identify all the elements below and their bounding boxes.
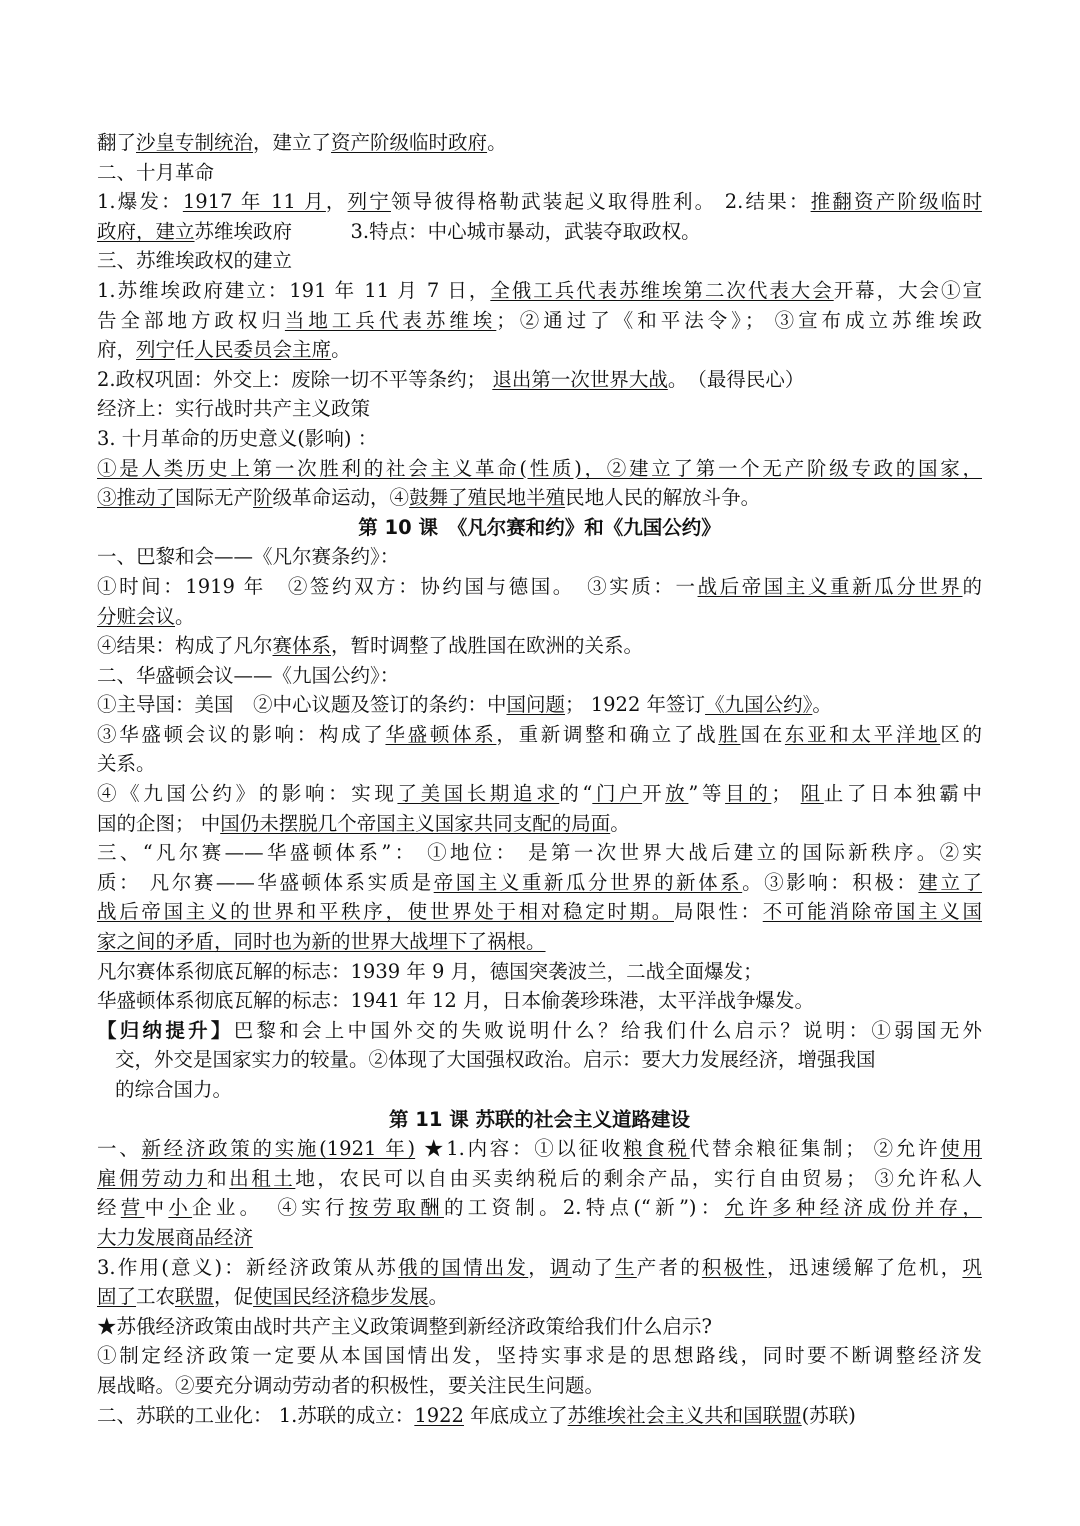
text-segment: 止了日本独霸中 bbox=[823, 782, 982, 806]
text-segment: 关系。 bbox=[97, 752, 156, 776]
underlined-key-term: 小 bbox=[168, 1196, 193, 1220]
text-segment: 苏维埃政府 3.特点：中心城市暴动，武装夺取政权。 bbox=[194, 219, 701, 243]
text-line bbox=[97, 838, 982, 868]
text-segment: 企业。 ④实行 bbox=[192, 1196, 349, 1220]
underlined-key-term: 雇佣劳动力 bbox=[97, 1166, 208, 1190]
text-segment: 二、苏联的工业化： 1.苏联的成立： bbox=[97, 1403, 415, 1427]
underlined-key-term: 营 bbox=[120, 1196, 145, 1220]
text-segment: 二、十月革命 bbox=[97, 160, 215, 184]
text-segment: 一、 bbox=[97, 1137, 142, 1161]
text-line bbox=[97, 1401, 982, 1431]
underlined-key-term: 列宁 bbox=[347, 190, 391, 214]
text-segment: 动了 bbox=[571, 1255, 616, 1279]
text-segment: 任 bbox=[175, 338, 195, 362]
text-segment: 府， bbox=[97, 338, 137, 362]
underlined-key-term: 东亚和太平洋地 bbox=[784, 722, 941, 746]
text-segment: ； 1922 年签订 bbox=[565, 693, 706, 717]
text-segment: 1.爆发： bbox=[97, 190, 183, 214]
text-segment: 和 bbox=[207, 1166, 230, 1190]
underlined-key-term: 胜 bbox=[718, 722, 741, 746]
text-segment: 的综合国力。 bbox=[115, 1078, 233, 1101]
text-line bbox=[97, 1282, 982, 1312]
text-segment: 【归纳提升】 bbox=[97, 1018, 234, 1042]
text-segment: ，迅速缓解了危机， bbox=[767, 1255, 963, 1279]
text-line bbox=[97, 572, 982, 602]
text-segment: 代替余粮征集制； ②允许 bbox=[689, 1137, 941, 1161]
text-line bbox=[97, 246, 982, 276]
text-segment: 局限性： bbox=[673, 900, 763, 924]
text-segment: 级革命运动，④ bbox=[272, 486, 410, 510]
underlined-key-term: 推翻资产阶级临时 bbox=[810, 190, 982, 214]
text-segment: 区的 bbox=[940, 722, 982, 746]
text-line bbox=[97, 868, 982, 898]
text-segment: 的“ bbox=[559, 782, 593, 806]
underlined-key-term: 退出第一次世界大战 bbox=[492, 367, 668, 391]
section-heading bbox=[97, 1105, 982, 1135]
underlined-key-term: 阻 bbox=[800, 782, 824, 806]
underlined-key-term: ③推动了 bbox=[97, 486, 176, 510]
text-segment: 开幕，大会①宣 bbox=[833, 278, 982, 302]
text-segment: 年底成立了 bbox=[463, 1403, 568, 1427]
text-segment: 开 bbox=[642, 782, 666, 806]
text-line bbox=[97, 158, 982, 188]
text-segment: 一、巴黎和会——《凡尔赛条约》： bbox=[97, 545, 400, 569]
text-segment: 。 bbox=[487, 131, 507, 154]
text-segment: ，重新调整和确立了战 bbox=[496, 722, 719, 746]
text-line bbox=[97, 927, 982, 957]
text-segment: 。 bbox=[812, 693, 832, 717]
underlined-key-term: 使用 bbox=[940, 1137, 982, 1161]
text-line bbox=[97, 957, 982, 987]
text-segment: 地，农民可以自由买卖纳税后的剩余产品，实行自由贸易； ③允许私人 bbox=[295, 1166, 982, 1190]
underlined-key-term: 粮食税 bbox=[623, 1137, 690, 1161]
text-line bbox=[97, 749, 982, 779]
underlined-key-term: 帝国主义重新瓜分世界的新体系 bbox=[433, 870, 743, 894]
text-segment: 巴黎和会上中国外交的失败说明什么？给我们什么启示？说明：①弱国无外 bbox=[233, 1018, 982, 1042]
text-line bbox=[97, 1253, 982, 1283]
text-line bbox=[97, 1371, 982, 1401]
text-segment: 国在 bbox=[740, 722, 785, 746]
text-segment: 的 bbox=[962, 574, 982, 598]
text-segment: 工农 bbox=[136, 1285, 176, 1309]
text-segment: ，暂时调整了战胜国在欧洲的关系。 bbox=[331, 634, 644, 658]
text-line bbox=[97, 454, 982, 484]
text-line bbox=[97, 276, 982, 306]
text-segment: ， bbox=[528, 1255, 550, 1279]
underlined-key-term: 调 bbox=[549, 1255, 572, 1279]
text-segment: 翻了 bbox=[97, 131, 137, 154]
text-segment: 3.作用(意义)：新经济政策从苏 bbox=[97, 1255, 398, 1279]
underlined-key-term: 沙皇专制统治 bbox=[136, 131, 254, 154]
text-segment: ★苏俄经济政策由战时共产主义政策调整到新经济政策给我们什么启示? bbox=[97, 1314, 712, 1338]
text-segment: 的工资制。2.特点(“新”)： bbox=[443, 1196, 725, 1220]
text-line bbox=[97, 128, 982, 158]
underlined-key-term: 联盟 bbox=[175, 1285, 215, 1309]
text-segment: ★1.内容：①以征收 bbox=[415, 1137, 624, 1161]
text-segment: 告全部地方政权归 bbox=[97, 308, 285, 332]
text-line bbox=[97, 542, 982, 572]
underlined-key-term: 人民委员会主席 bbox=[194, 338, 332, 362]
text-line bbox=[97, 1223, 982, 1253]
text-segment: 国的企图； 中 bbox=[97, 811, 221, 835]
text-segment: 2.政权巩固：外交上：废除一切不平等条约； bbox=[97, 367, 493, 391]
text-line bbox=[97, 187, 982, 217]
underlined-key-term: 目的 bbox=[725, 782, 772, 806]
section-heading bbox=[97, 513, 982, 543]
underlined-key-term: 建立了 bbox=[918, 870, 982, 894]
text-segment: 。 （最得民心） bbox=[667, 367, 805, 391]
underlined-key-term: 《九国公约》 bbox=[705, 693, 813, 717]
text-segment: 三、苏维埃政权的建立 bbox=[97, 249, 293, 273]
text-segment: ”等 bbox=[688, 782, 726, 806]
text-line bbox=[97, 483, 982, 513]
underlined-key-term: 出租土 bbox=[229, 1166, 296, 1190]
underlined-key-term: 国问题 bbox=[506, 693, 566, 717]
text-segment: ①主导国：美国 ②中心议题及签订的条约：中 bbox=[97, 693, 507, 717]
text-segment: 第 11 课 苏联的社会主义道路建设 bbox=[388, 1107, 690, 1131]
underlined-key-term: 华盛顿体系 bbox=[385, 722, 497, 746]
text-segment: ； bbox=[771, 782, 801, 806]
text-segment: 展战略。②要充分调动劳动者的积极性，要关注民生问题。 bbox=[97, 1373, 605, 1397]
underlined-key-term: 不可能消除帝国主义国 bbox=[762, 900, 982, 924]
text-segment: 产者的 bbox=[636, 1255, 702, 1279]
underlined-key-term: 俄的国情出发 bbox=[397, 1255, 529, 1279]
text-segment: 中 bbox=[144, 1196, 169, 1220]
text-segment: ①制定经济政策一定要从本国国情出发，坚持实事求是的思想路线，同时要不断调整经济发 bbox=[97, 1344, 982, 1368]
underlined-key-term: 放 bbox=[665, 782, 689, 806]
text-segment: 凡尔赛体系彻底瓦解的标志：1939 年 9 月，德国突袭波兰，二战全面爆发； bbox=[97, 959, 763, 983]
underlined-key-term: 按劳取酬 bbox=[348, 1196, 444, 1220]
underlined-key-term: 列宁 bbox=[136, 338, 176, 362]
text-segment: 经济上：实行战时共产主义政策 bbox=[97, 397, 371, 421]
text-segment: ， bbox=[325, 190, 348, 214]
underlined-key-term: 政府，建立 bbox=[97, 219, 195, 243]
text-segment: 质： 凡尔赛——华盛顿体系实质是 bbox=[97, 870, 434, 894]
text-segment: 第 10 课 《凡尔赛和约》和《九国公约》 bbox=[358, 515, 721, 539]
text-line bbox=[97, 602, 982, 632]
document-page bbox=[97, 128, 982, 1430]
text-segment: ③华盛顿会议的影响：构成了 bbox=[97, 722, 386, 746]
underlined-key-term: 战后帝国主义的世界和平秩序，使世界处于相对稳定时期。 bbox=[97, 900, 674, 924]
text-line bbox=[97, 1045, 982, 1075]
underlined-key-term: 门户 bbox=[592, 782, 643, 806]
text-segment: ；②通过了《和平法令》； ③宣布成立苏维埃政 bbox=[496, 308, 982, 332]
underlined-key-term: 允许多种经济成份并存， bbox=[724, 1196, 982, 1220]
text-line bbox=[97, 631, 982, 661]
text-line bbox=[97, 1164, 982, 1194]
underlined-key-term: 当地工兵代表苏维埃 bbox=[284, 308, 497, 332]
underlined-key-term: 1922 bbox=[414, 1403, 464, 1427]
text-segment: 国际无产 bbox=[175, 486, 254, 510]
text-line bbox=[97, 335, 982, 365]
text-line bbox=[97, 986, 982, 1016]
text-line bbox=[97, 424, 982, 454]
text-line bbox=[97, 720, 982, 750]
text-line bbox=[97, 1016, 982, 1046]
text-line bbox=[97, 306, 982, 336]
underlined-key-term: 赛体系 bbox=[272, 634, 332, 658]
underlined-key-term: 家之间的矛盾，同时也为新的世界大战埋下了祸根。 bbox=[97, 930, 546, 954]
text-line bbox=[97, 1134, 982, 1164]
underlined-key-term: 鼓舞了殖民地半殖 bbox=[409, 486, 566, 510]
underlined-key-term: 战后帝国主义重新瓜分世界 bbox=[697, 574, 963, 598]
text-line bbox=[97, 1075, 982, 1105]
underlined-key-term: 使国民经济稳步发展 bbox=[253, 1285, 429, 1309]
text-line bbox=[97, 897, 982, 927]
text-segment: (苏联) bbox=[801, 1403, 856, 1427]
text-line bbox=[97, 217, 982, 247]
underlined-key-term: 1917 年 11 月 bbox=[182, 190, 326, 214]
text-segment: 。 bbox=[610, 811, 630, 835]
text-segment: 华盛顿体系彻底瓦解的标志：1941 年 12 月，日本偷袭珍珠港，太平洋战争爆发。 bbox=[97, 989, 815, 1013]
text-line bbox=[97, 1341, 982, 1371]
text-line bbox=[97, 661, 982, 691]
text-segment: 经 bbox=[97, 1196, 121, 1220]
underlined-key-term: 国仍未摆脱几个帝国主义国家共同支配的局面 bbox=[220, 811, 611, 835]
text-segment: 领导彼得格勒武装起义取得胜利。 2.结果： bbox=[390, 190, 811, 214]
text-line bbox=[97, 365, 982, 395]
text-segment: 。 bbox=[331, 338, 351, 362]
text-segment: ，促 bbox=[214, 1285, 254, 1309]
text-segment: 1.苏维埃政府建立：191 年 11 月 7 日， bbox=[97, 278, 491, 302]
text-segment: ④结果：构成了凡尔 bbox=[97, 634, 273, 658]
text-line bbox=[97, 690, 982, 720]
text-segment: 民地人民的解放斗争。 bbox=[565, 486, 761, 510]
text-segment: 三、“凡尔赛——华盛顿体系”： ①地位： 是第一次世界大战后建立的国际新秩序。②实 bbox=[97, 841, 982, 865]
underlined-key-term: ①是人类历史上第一次胜利的社会主义革命(性质)，②建立了第一个无产阶级专政的国家， bbox=[97, 456, 982, 480]
underlined-key-term: 阶 bbox=[253, 486, 273, 510]
text-segment: 。③影响：积极： bbox=[742, 870, 919, 894]
text-segment: 二、华盛顿会议——《九国公约》： bbox=[97, 663, 400, 687]
underlined-key-term: 全俄工兵代表苏维埃第二次代表大会 bbox=[490, 278, 834, 302]
text-line bbox=[97, 809, 982, 839]
underlined-key-term: 苏维埃社会主义共和国联盟 bbox=[567, 1403, 802, 1427]
text-line bbox=[97, 1193, 982, 1223]
underlined-key-term: 资产阶级临时政府 bbox=[331, 131, 488, 154]
underlined-key-term: 积极性 bbox=[701, 1255, 768, 1279]
underlined-key-term: 新经济政策的实施(1921 年) bbox=[141, 1137, 416, 1161]
underlined-key-term: 巩 bbox=[962, 1255, 982, 1279]
text-line bbox=[97, 779, 982, 809]
text-segment: ①时间：1919 年 ②签约双方：协约国与德国。 ③实质：一 bbox=[97, 574, 698, 598]
text-line bbox=[97, 394, 982, 424]
text-segment: ，建立了 bbox=[253, 131, 332, 154]
text-segment: 。 bbox=[175, 604, 195, 628]
text-segment: 。 bbox=[428, 1285, 449, 1309]
text-line bbox=[97, 1312, 982, 1342]
text-segment: ④《九国公约》的影响：实现 bbox=[97, 782, 398, 806]
underlined-key-term: 生 bbox=[615, 1255, 637, 1279]
underlined-key-term: 了美国长期追求 bbox=[397, 782, 560, 806]
text-segment: 交，外交是国家实力的较量。②体现了大国强权政治。启示：要大力发展经济，增强我国 bbox=[115, 1048, 876, 1072]
underlined-key-term: 固了 bbox=[97, 1285, 137, 1309]
underlined-key-term: 分赃会议 bbox=[97, 604, 176, 628]
text-segment: 3. 十月革命的历史意义(影响) ： bbox=[97, 426, 378, 450]
underlined-key-term: 大力发展商品经济 bbox=[97, 1225, 254, 1249]
